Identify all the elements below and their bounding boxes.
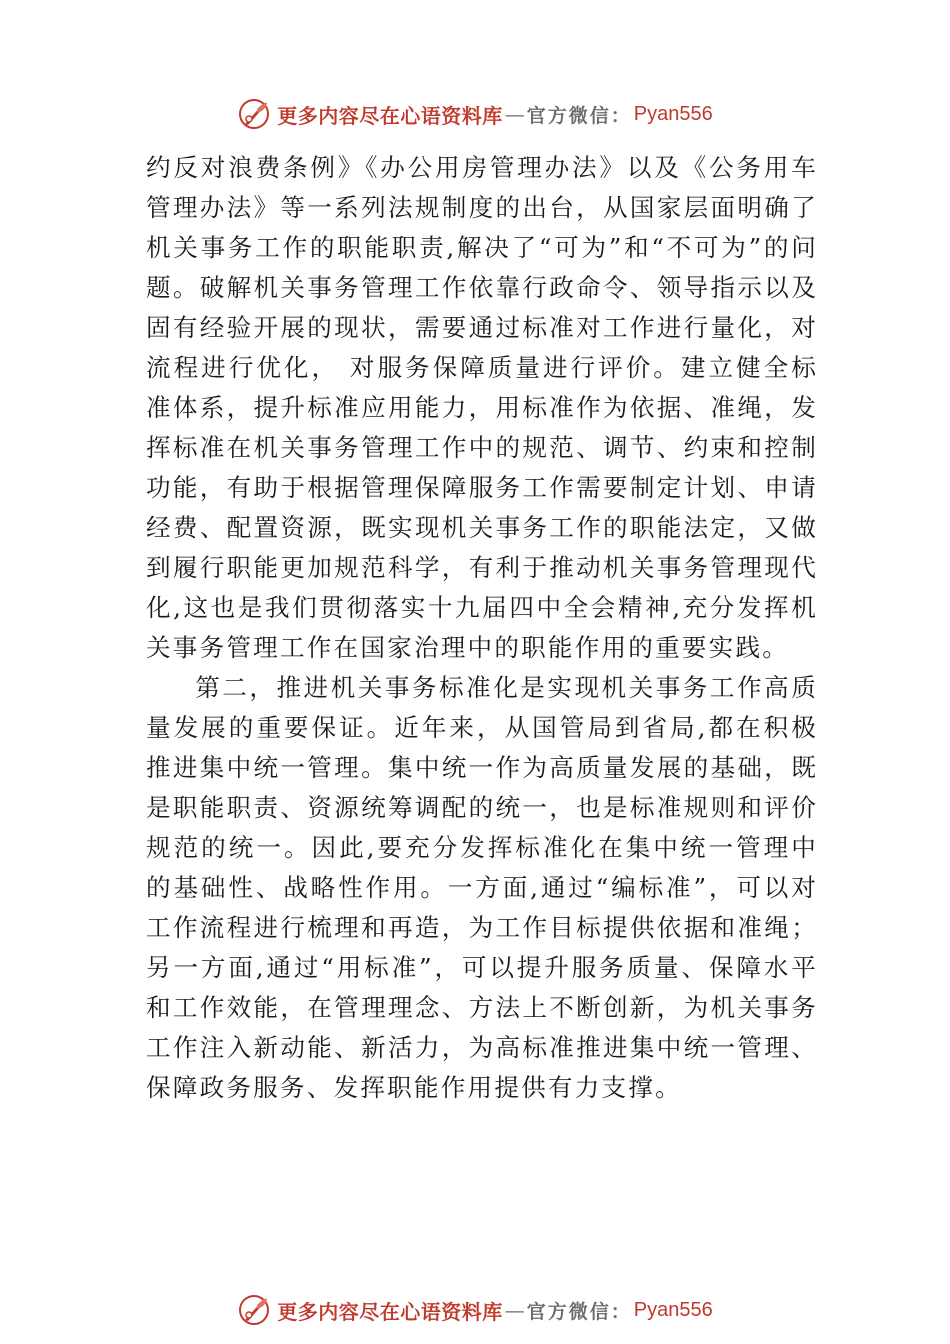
banner-wechat-id: Pyan556 <box>633 102 713 125</box>
banner-separator: — <box>504 1298 525 1322</box>
footer-banner <box>0 1290 950 1330</box>
quill-logo-icon <box>237 1293 271 1327</box>
header-banner <box>0 94 950 134</box>
paragraph-second-point: 第二，推进机关事务标准化是实现机关事务工作高质量发展的重要保证。近年来，从国管局到省局,都在积极推进集中统一管理。集中统一作为高质量发展的基础，既是职能职责、资源统筹调配的统一，也是标准规则和评价规范的统一。因此,要充分发挥标准化在集中统一管理中的基础性、战略性作用。一方面,通过“编标准”，可以对工作流程进行梳理和再造，为工作目标提供依据和准绳；另一方面,通过“用标准”，可以提升服务质量、保障水平和工作效能，在管理理念、方法上不断创新，为机关事务工作注入新动能、新活力，为高标准推进集中统一管理、保障政务服务、发挥职能作用提供有力支撑。 <box>146 673 818 1102</box>
quill-logo-icon <box>237 97 271 131</box>
banner-wechat-label: 官方微信： <box>526 1300 632 1323</box>
banner-wechat-label: 官方微信： <box>526 104 632 127</box>
paragraph-continued: 约反对浪费条例》《办公用房管理办法》以及《公务用车管理办法》等一系列法规制度的出台，从国家层面明确了机关事务工作的职能职责,解决了“可为”和“不可为”的问题。破解机关事务管理工作依靠行政命令、领导指示以及固有经验开展的现状，需要通过标准对工作进行量化，对流程进行优化， 对服务保障质量进行评价。建立健全标准体系，提升标准应用能力，用标准作为依据、准绳，发挥标准在机关事务管理工作中的规范、调节、约束和控制功能，有助于根据管理保障服务工作需要制定计划、申请经费、配置资源，既实现机关事务工作的职能法定，又做到履行职能更加规范科学，有利于推动机关事务管理现代化,这也是我们贯彻落实十九届四中全会精神,充分发挥机关事务管理工作在国家治理中的职能作用的重要实践。 <box>146 153 818 662</box>
banner-separator: — <box>504 102 525 126</box>
document-body <box>146 148 818 1108</box>
banner-title: 更多内容尽在心语资料库 <box>277 103 503 128</box>
banner-title: 更多内容尽在心语资料库 <box>277 1299 503 1324</box>
banner-wechat-id: Pyan556 <box>633 1298 713 1321</box>
